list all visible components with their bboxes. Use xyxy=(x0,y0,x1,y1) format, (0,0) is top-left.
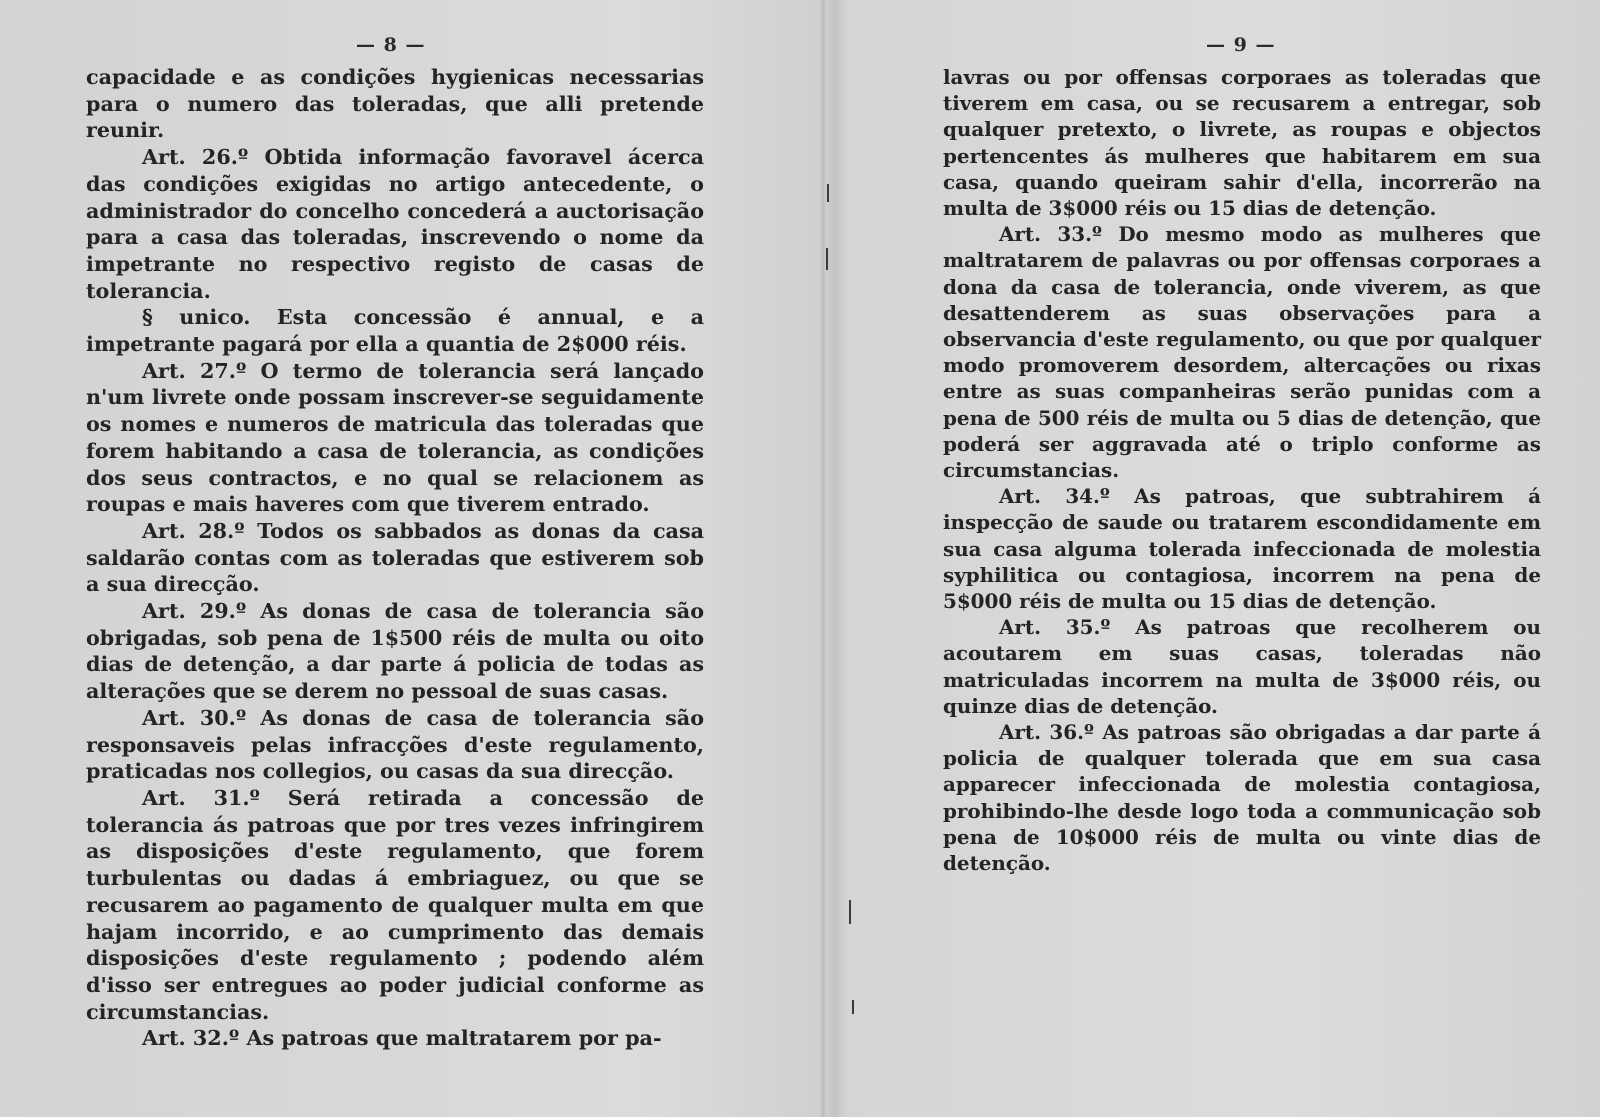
paragraph-unico: § unico. Esta concessão é annual, e a impetrante pagará por ella a quantia de 2$000 réis. xyxy=(86,305,704,357)
right-page xyxy=(826,0,1600,1117)
paragraph-art-31: Art. 31.º Será retirada a concessão de tolerancia ás patroas que por tres vezes infringirem as disposições d'este regulamento, que forem turbulentas ou dadas á embriaguez, ou que se recusarem ao pagamento de qualquer multa em que hajam incorrido, e ao cumprimento das demais disposições d'este regulamento ; podendo além d'isso ser entregues ao poder judicial conforme as circumstancias. xyxy=(86,785,704,1024)
paragraph-art-28: Art. 28.º Todos os sabbados as donas da casa saldarão contas com as toleradas que estiverem sob a sua direcção. xyxy=(86,518,704,597)
page-body xyxy=(943,64,1541,876)
page-number: — 8 — xyxy=(356,34,426,56)
paragraph-art-27: Art. 27.º O termo de tolerancia será lançado n'um livrete onde possam inscrever-se seguidamente os nomes e numeros de matricula das toleradas que forem habitando a casa de tolerancia, as condições dos seus contractos, e no qual se relacionem as roupas e mais haveres com que tiverem entrado. xyxy=(86,358,704,517)
paragraph-art-33: Art. 33.º Do mesmo modo as mulheres que maltratarem de palavras ou por offensas corporaes a dona da casa de tolerancia, onde viverem, as que desattenderem as suas observações para a observancia d'este regulamento, ou que por qualquer modo promoverem desordem, altercações ou rixas entre as suas companheiras serão punidas com a pena de 500 réis de multa ou 5 dias de detenção, que poderá ser aggravada até o triplo conforme as circumstancias. xyxy=(943,222,1541,483)
paragraph-art-29: Art. 29.º As donas de casa de tolerancia são obrigadas, sob pena de 1$500 réis de multa ou oito dias de detenção, a dar parte á policia de todas as alterações que se derem no pessoal de suas casas. xyxy=(86,599,704,704)
paragraph-art-34: Art. 34.º As patroas, que subtrahirem á inspecção de saude ou tratarem escondidamente em sua casa alguma tolerada infeccionada de molestia syphilitica ou contagiosa, incorrem na pena de 5$000 réis de multa ou 15 dias de detenção. xyxy=(943,484,1541,614)
paragraph: capacidade e as condições hygienicas necessarias para o numero das toleradas, que alli pretende reunir. xyxy=(86,65,704,143)
paragraph: lavras ou por offensas corporaes as toleradas que tiverem em casa, ou se recusarem a entregar, sob qualquer pretexto, o livrete, as roupas e objectos pertencentes ás mulheres que habitarem em sua casa, quando queiram sahir d'ella, incorrerão na multa de 3$000 réis ou 15 dias de detenção. xyxy=(943,65,1541,221)
paragraph-art-32: Art. 32.º As patroas que maltratarem por pa- xyxy=(142,1026,662,1051)
paragraph-art-30: Art. 30.º As donas de casa de tolerancia são responsaveis pelas infracções d'este regulamento, praticadas nos collegios, ou casas da sua direcção. xyxy=(86,705,704,784)
page-number: — 9 — xyxy=(1206,34,1276,56)
paragraph-art-26: Art. 26.º Obtida informação favoravel ácerca das condições exigidas no artigo antecedente, o administrador do concelho concederá a auctorisação para a casa das toleradas, inscrevendo o nome da impetrante no respectivo registo de casas de tolerancia. xyxy=(86,145,704,303)
paragraph-art-35: Art. 35.º As patroas que recolherem ou acoutarem em suas casas, toleradas não matriculadas incorrem na multa de 3$000 réis, ou quinze dias de detenção. xyxy=(943,615,1541,718)
paragraph-art-36: Art. 36.º As patroas são obrigadas a dar parte á policia de qualquer tolerada que em sua casa apparecer infeccionada de molestia contagiosa, prohibindo-lhe desde logo toda a communicação sob pena de 10$000 réis de multa ou vinte dias de detenção. xyxy=(943,720,1541,876)
page-body xyxy=(86,64,704,1052)
